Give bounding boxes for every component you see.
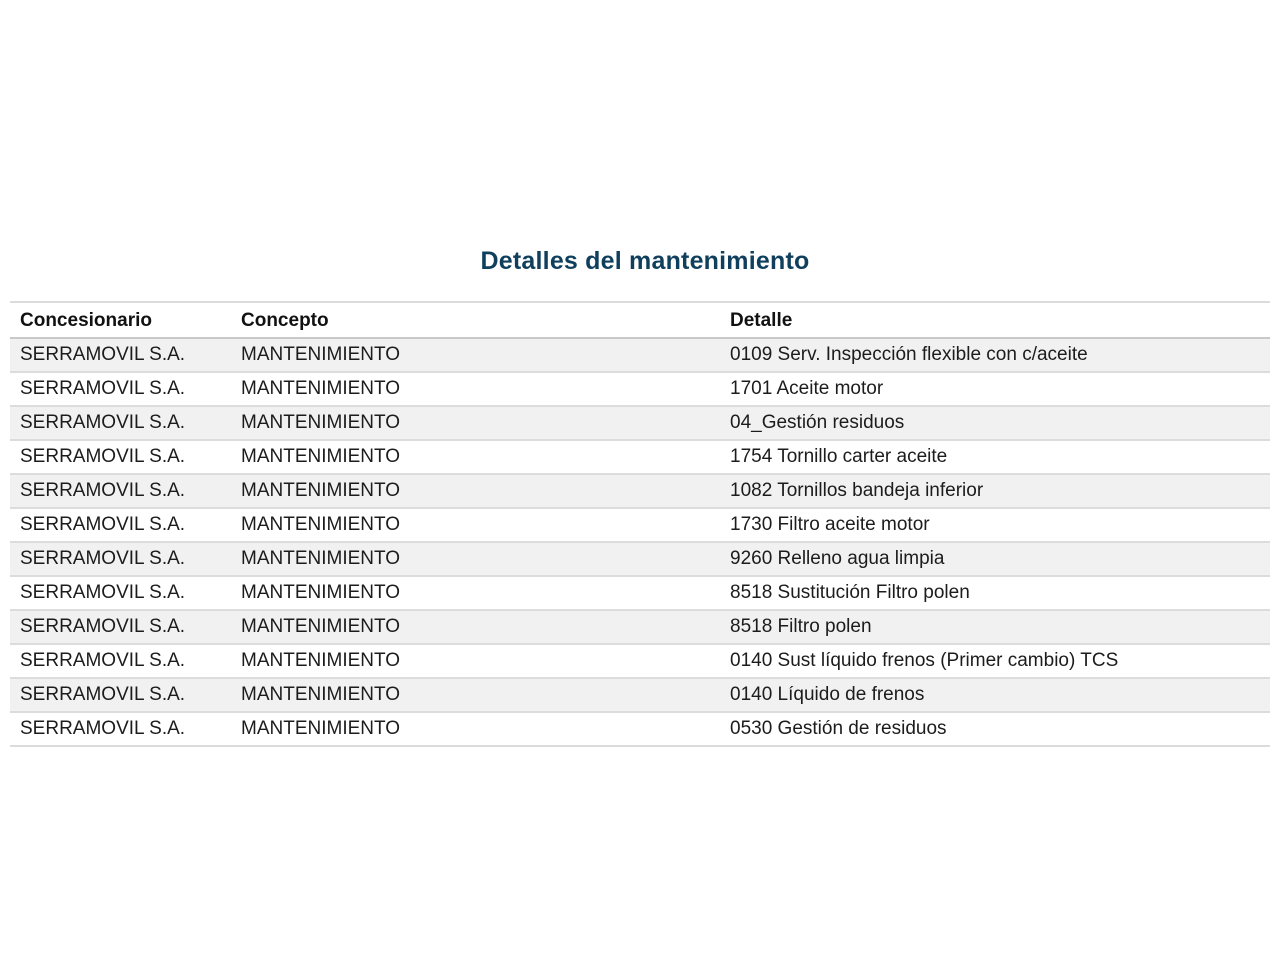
page-title: Detalles del mantenimiento bbox=[480, 247, 810, 275]
cell-concesionario: SERRAMOVIL S.A. bbox=[10, 440, 231, 474]
table-row bbox=[10, 644, 1270, 678]
cell-detalle: 0109 Serv. Inspección flexible con c/aceite bbox=[720, 338, 1270, 372]
cell-concepto: MANTENIMIENTO bbox=[231, 576, 720, 610]
cell-detalle: 1701 Aceite motor bbox=[720, 372, 1270, 406]
cell-detalle: 0140 Sust líquido frenos (Primer cambio) TCS bbox=[720, 644, 1270, 678]
cell-concepto: MANTENIMIENTO bbox=[231, 644, 720, 678]
cell-concesionario: SERRAMOVIL S.A. bbox=[10, 610, 231, 644]
cell-concepto: MANTENIMIENTO bbox=[231, 440, 720, 474]
cell-concesionario: SERRAMOVIL S.A. bbox=[10, 474, 231, 508]
column-header-detalle: Detalle bbox=[720, 303, 1270, 338]
table-row bbox=[10, 372, 1270, 406]
table-row bbox=[10, 440, 1270, 474]
cell-detalle: 1730 Filtro aceite motor bbox=[720, 508, 1270, 542]
table-row bbox=[10, 576, 1270, 610]
column-header-concesionario: Concesionario bbox=[10, 303, 231, 338]
cell-concepto: MANTENIMIENTO bbox=[231, 610, 720, 644]
cell-concesionario: SERRAMOVIL S.A. bbox=[10, 678, 231, 712]
cell-concepto: MANTENIMIENTO bbox=[231, 474, 720, 508]
header-row bbox=[10, 303, 1270, 338]
cell-concesionario: SERRAMOVIL S.A. bbox=[10, 712, 231, 746]
cell-concesionario: SERRAMOVIL S.A. bbox=[10, 338, 231, 372]
cell-detalle: 8518 Sustitución Filtro polen bbox=[720, 576, 1270, 610]
table-row bbox=[10, 712, 1270, 746]
details-table bbox=[10, 303, 1270, 747]
cell-concepto: MANTENIMIENTO bbox=[231, 508, 720, 542]
cell-concesionario: SERRAMOVIL S.A. bbox=[10, 406, 231, 440]
cell-concepto: MANTENIMIENTO bbox=[231, 712, 720, 746]
cell-concesionario: SERRAMOVIL S.A. bbox=[10, 644, 231, 678]
cell-concepto: MANTENIMIENTO bbox=[231, 542, 720, 576]
cell-concepto: MANTENIMIENTO bbox=[231, 338, 720, 372]
cell-detalle: 1082 Tornillos bandeja inferior bbox=[720, 474, 1270, 508]
cell-concesionario: SERRAMOVIL S.A. bbox=[10, 508, 231, 542]
table-row bbox=[10, 338, 1270, 372]
cell-detalle: 8518 Filtro polen bbox=[720, 610, 1270, 644]
cell-concepto: MANTENIMIENTO bbox=[231, 406, 720, 440]
cell-detalle: 04_Gestión residuos bbox=[720, 406, 1270, 440]
cell-detalle: 0140 Líquido de frenos bbox=[720, 678, 1270, 712]
table-row bbox=[10, 610, 1270, 644]
table-header bbox=[10, 303, 1270, 338]
cell-detalle: 0530 Gestión de residuos bbox=[720, 712, 1270, 746]
cell-detalle: 1754 Tornillo carter aceite bbox=[720, 440, 1270, 474]
cell-concepto: MANTENIMIENTO bbox=[231, 678, 720, 712]
table-row bbox=[10, 678, 1270, 712]
table-body bbox=[10, 338, 1270, 746]
table-row bbox=[10, 406, 1270, 440]
cell-concepto: MANTENIMIENTO bbox=[231, 372, 720, 406]
cell-detalle: 9260 Relleno agua limpia bbox=[720, 542, 1270, 576]
table-row bbox=[10, 474, 1270, 508]
column-header-concepto: Concepto bbox=[231, 303, 720, 338]
cell-concesionario: SERRAMOVIL S.A. bbox=[10, 576, 231, 610]
cell-concesionario: SERRAMOVIL S.A. bbox=[10, 542, 231, 576]
table-row bbox=[10, 508, 1270, 542]
table-row bbox=[10, 542, 1270, 576]
maintenance-details-table bbox=[10, 301, 1270, 747]
cell-concesionario: SERRAMOVIL S.A. bbox=[10, 372, 231, 406]
